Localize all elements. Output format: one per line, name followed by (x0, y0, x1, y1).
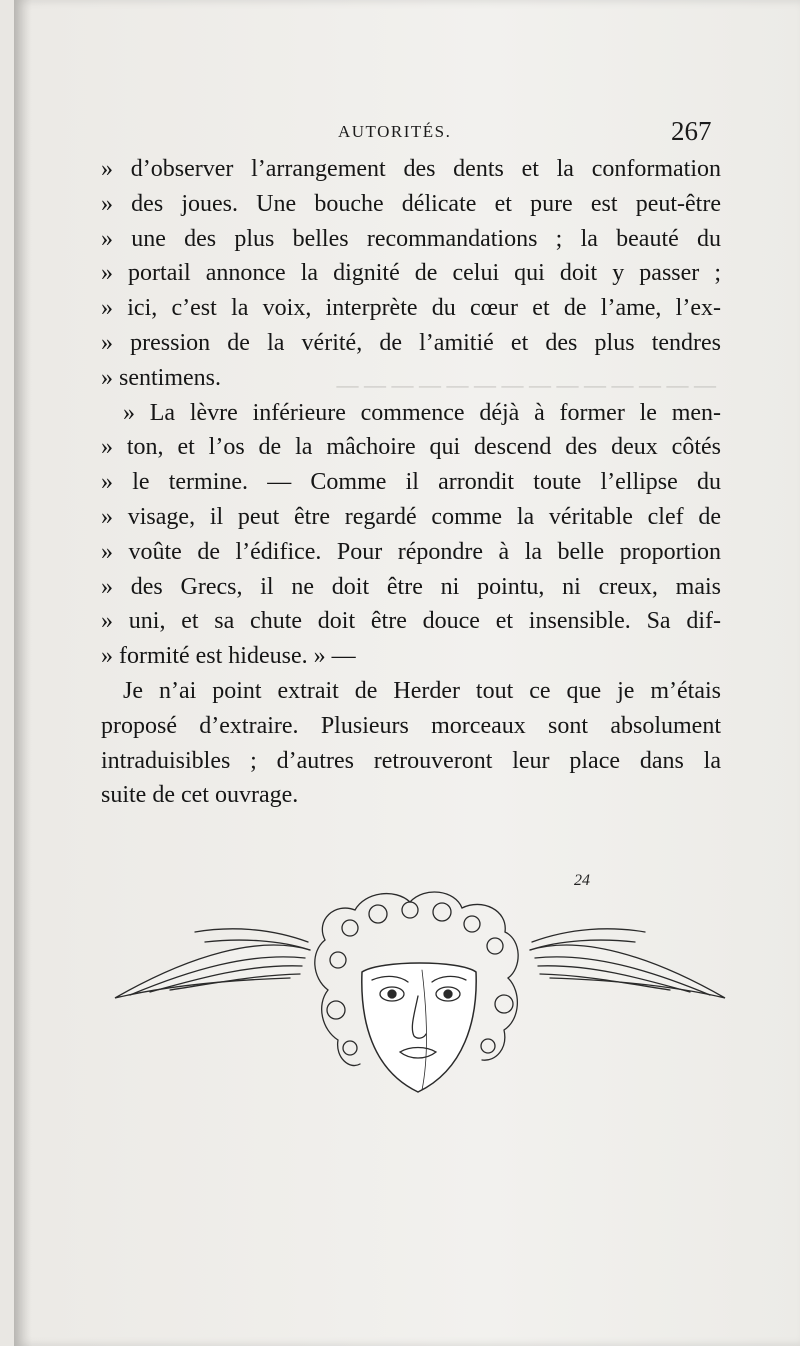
running-head (0, 118, 800, 148)
text-line: proposé d’extraire. Plusieurs morceaux sont absolument (101, 712, 721, 739)
text-line: » ici, c’est la voix, interprète du cœur et de l’ame, l’ex- (101, 295, 721, 322)
text-line: » uni, et sa chute doit être douce et insensible. Sa dif- (101, 608, 721, 635)
text-line: » voûte de l’édifice. Pour répondre à la belle proportion (101, 538, 721, 565)
text-line: » le termine. — Comme il arrondit toute l’ellipse du (101, 469, 721, 496)
text-line: suite de cet ouvrage. (101, 782, 299, 809)
body-text (101, 152, 721, 813)
text-line: » d’observer l’arrangement des dents et la conformation (101, 156, 721, 182)
text-line: Je n’ai point extrait de Herder tout ce que je m’étais (123, 677, 721, 704)
text-line: » des Grecs, il ne doit être ni pointu, ni creux, mais (101, 573, 721, 600)
winged-head-icon (110, 880, 730, 1130)
text-line: » des joues. Une bouche délicate et pure est peut-être (101, 190, 721, 217)
text-line: intraduisibles ; d’autres retrouveront leur place dans la (101, 747, 721, 774)
signature-mark: 24 (574, 872, 590, 889)
text-line: » une des plus belles recommandations ; la beauté du (101, 225, 721, 252)
text-line: » visage, il peut être regardé comme la véritable clef de (101, 503, 721, 530)
page-number: 267 (671, 116, 712, 146)
text-line: » pression de la vérité, de l’amitié et des plus tendres (101, 329, 721, 356)
running-title: AUTORITÉS. (338, 122, 452, 141)
text-line: » formité est hideuse. » — (101, 643, 356, 670)
text-line: » sentimens. (101, 364, 221, 391)
text-line: » La lèvre inférieure commence déjà à former le men- (123, 399, 721, 426)
text-line: » ton, et l’os de la mâchoire qui descend des deux côtés (101, 434, 721, 461)
text-line: » portail annonce la dignité de celui qui doit y passer ; (101, 260, 721, 287)
show-through-text: — — — — — — — — — — — — — — (336, 372, 716, 397)
